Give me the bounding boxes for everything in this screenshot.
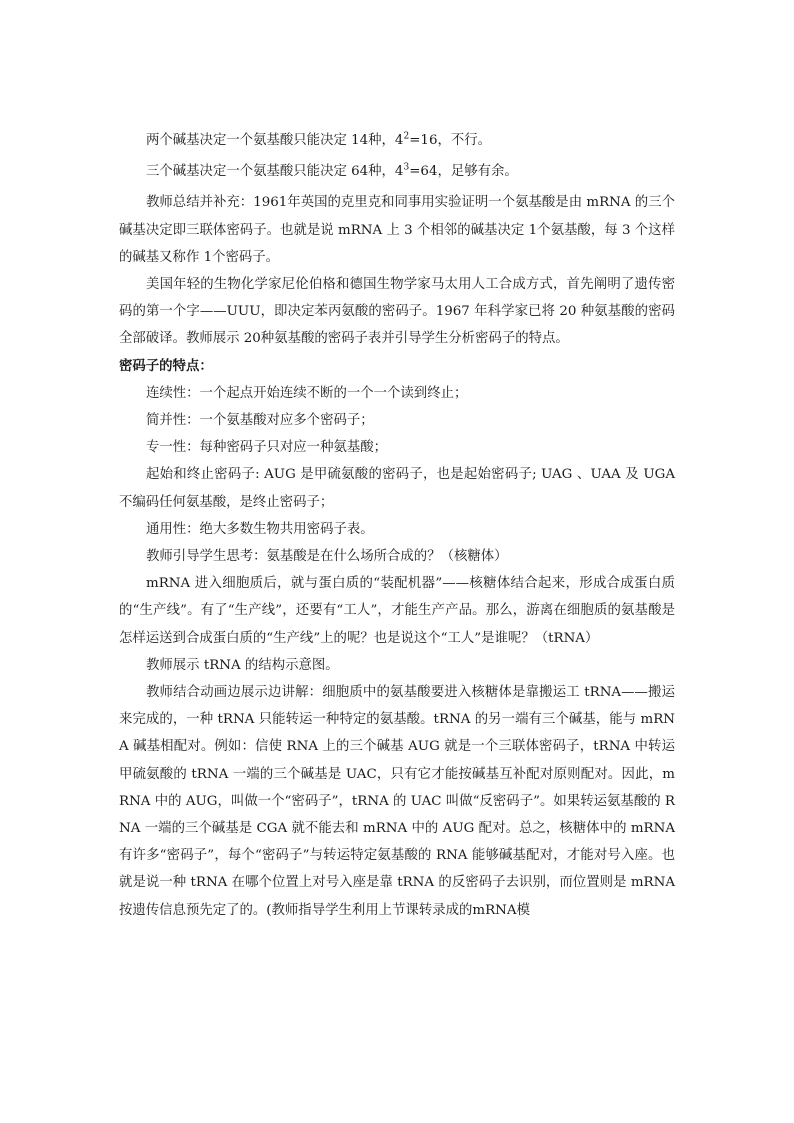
paragraph-teacher-question: 教师引导学生思考：氨基酸是在什么场所合成的？（核糖体） [146,549,508,565]
feature-degeneracy: 简并性：一个氨基酸对应多个密码子； [146,413,374,429]
paragraph-teacher-summary: 教师总结并补充：1961年英国的克里克和同事用实验证明一个氨基酸是由 mRNA 的三个碱基决定即三联体密码子。也就是说 mRNA 上 3 个相邻的碱基决定 1个氨基酸，每 3 个这样的碱基又称作 1个密码子。 [119,195,675,265]
feature-universality: 通用性：绝大多数生物共用密码子表。 [146,521,374,537]
paragraph-trna-explanation: 教师结合动画边展示边讲解：细胞质中的氨基酸要进入核糖体是靠搬运工 tRNA——搬运来完成的，一种 tRNA 只能转运一种特定的氨基酸。tRNA 的另一端有三个碱基，能与 mRNA 碱基相配对。例如：信使 RNA 上的三个碱基 AUG 就是一个三联体密码子，tRNA 中转运甲硫氨酸的 tRNA 一端的三个碱基是 UAC，只有它才能按碱基互补配对原则配对。因此，mRNA 中的 AUG，叫做一个“密码子”，tRNA 的 UAC 叫做“反密码子”。如果转运氨基酸的 RNA 一端的三个碱基是 CGA 就不能去和 mRNA 中的 AUG 配对。总之，核糖体中的 mRNA 有许多“密码子”，每个“密码子”与转运特定氨基酸的 RNA 能够碱基配对，才能对号入座。也就是说一种 tRNA 在哪个位置上对号入座是靠 tRNA 的反密码子去识别，而位置则是 mRNA 按遗传信息预先定了的。(教师指导学生利用上节课转录成的mRNA模 [119,685,675,918]
exponent: 2 [403,131,410,142]
paragraph-nirenberg: 美国年轻的生物化学家尼伦伯格和德国生物学家马太用人工合成方式，首先阐明了遗传密码的第一个字——UUU，即决定苯丙氨酸的密码子。1967 年科学家已将 20 种氨基酸的密码全部破译。教师展示 20种氨基酸的密码子表并引导学生分析密码子的特点。 [119,277,675,347]
paragraph-three-bases: 三个碱基决定一个氨基酸只能决定 64种，$4^3=64$，足够有余。 [146,162,518,180]
paragraph-trna-diagram: 教师展示 tRNA 的结构示意图。 [146,657,339,673]
exponent: 3 [403,162,410,173]
section-heading-codon-features: 密码子的特点： [119,357,213,374]
paragraph-mrna-ribosome: mRNA 进入细胞质后，就与蛋白质的“装配机器”——核糖体结合起来，形成合成蛋白质的“生产线”。有了“生产线”，还要有“工人”，才能生产产品。那么，游离在细胞质的氨基酸是怎样运送到合成蛋白质的“生产线”上的呢？也是说这个“工人”是谁呢？（tRNA） [119,576,675,646]
document-body [119,127,675,924]
paragraph-two-bases: 两个碱基决定一个氨基酸只能决定 14种，$4^2=16$，不行。 [146,131,492,148]
feature-start-stop: 起始和终止密码子: AUG 是甲硫氨酸的密码子，也是起始密码子; UAG 、UAA 及 UGA 不编码任何氨基酸，是终止密码子； [119,467,675,510]
feature-specificity: 专一性：每种密码子只对应一种氨基酸； [146,440,388,456]
feature-continuity: 连续性：一个起点开始连续不断的一个一个读到终止； [146,385,468,401]
